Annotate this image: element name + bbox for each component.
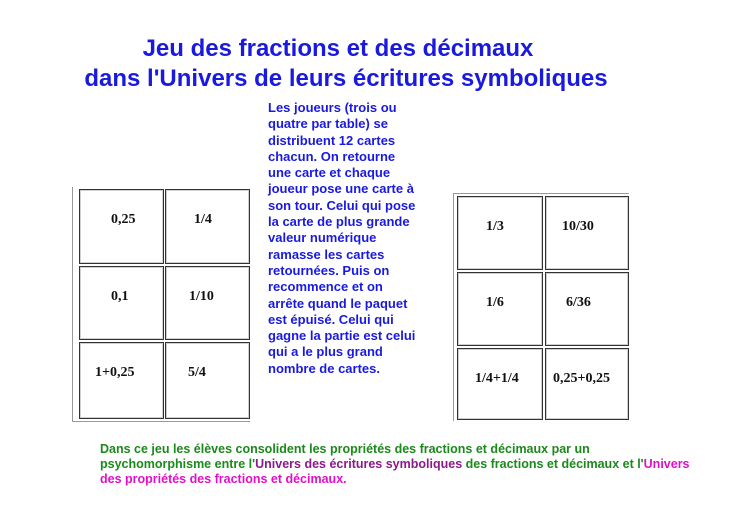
card-value: 10/30 bbox=[562, 219, 594, 234]
card bbox=[545, 272, 629, 346]
game-rules-text: Les joueurs (trois ou quatre par table) se distribuent 12 cartes chacun. On retourne une carte et chaque joueur pose une carte à son tour. Celui qui pose la carte de plus grande valeur numérique ramasse les cartes retournées. Puis on recommence et on arrête quand le paquet est épuisé. Celui qui gagne la partie est celui qui a le plus grand nombre de cartes. bbox=[268, 100, 416, 376]
card-value: 0,25+0,25 bbox=[553, 371, 610, 386]
card-value: 0,25 bbox=[111, 212, 136, 227]
card bbox=[545, 196, 629, 270]
conclusion-part-1: Dans ce jeu les élèves consolident les propriétés des fractions et décimaux par un psychomorphisme entre l' bbox=[100, 442, 590, 471]
card-value: 1/3 bbox=[486, 219, 504, 234]
title-line-2: dans l'Univers de leurs écritures symboliques bbox=[84, 65, 608, 92]
card bbox=[457, 348, 543, 420]
conclusion-symbolic-universe: Univers des écritures symboliques bbox=[255, 457, 463, 471]
card bbox=[79, 266, 164, 340]
card-value: 5/4 bbox=[188, 365, 206, 380]
card bbox=[165, 189, 250, 264]
conclusion-properties-universe: Univers des propriétés des fractions et décimaux. bbox=[100, 457, 690, 486]
card bbox=[457, 272, 543, 346]
title-line-1: Jeu des fractions et des décimaux bbox=[142, 35, 534, 62]
card bbox=[457, 196, 543, 270]
card-value: 1/10 bbox=[189, 289, 214, 304]
conclusion-part-3: des fractions et décimaux et l' bbox=[462, 457, 644, 471]
card-value: 1/4 bbox=[194, 212, 212, 227]
card bbox=[165, 342, 250, 419]
conclusion-text bbox=[100, 442, 700, 487]
card-value: 1/6 bbox=[486, 295, 504, 310]
card bbox=[165, 266, 250, 340]
card-value: 1+0,25 bbox=[95, 365, 135, 380]
card-value: 0,1 bbox=[111, 289, 129, 304]
card-value: 1/4+1/4 bbox=[475, 371, 519, 386]
card bbox=[79, 189, 164, 264]
card bbox=[545, 348, 629, 420]
card-value: 6/36 bbox=[566, 295, 591, 310]
card bbox=[79, 342, 164, 419]
